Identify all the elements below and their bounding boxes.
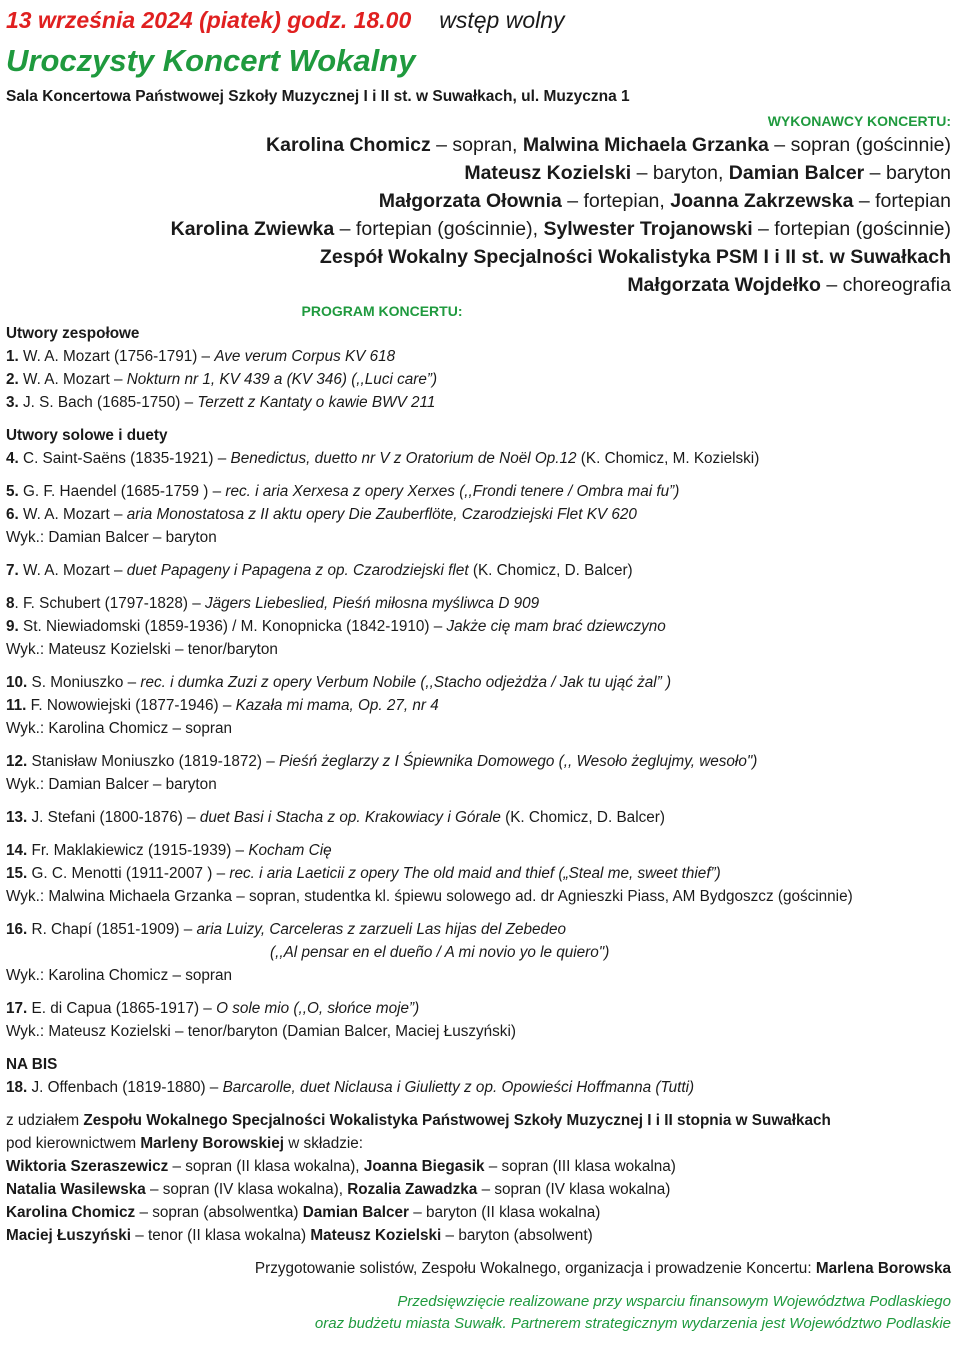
performer-line [6, 245, 951, 269]
ensemble-line [6, 1134, 951, 1154]
bold-text: Wiktoria Szeraszewicz [6, 1158, 169, 1175]
ensemble-line [6, 1180, 951, 1200]
program-line [6, 920, 951, 940]
bold-text: 15. [6, 865, 28, 882]
italic-text: Kocham Cię [248, 842, 332, 859]
program-line [6, 752, 951, 772]
text-run: – tenor (II klasa wokalna) [130, 1227, 311, 1244]
bold-text: 5. [6, 483, 19, 500]
bold-text: 10. [6, 674, 28, 691]
text-run: – sopran (gościnnie) [768, 134, 951, 156]
bold-text: 8 [6, 595, 15, 612]
text-run: Wyk.: Karolina Chomicz – sopran [6, 720, 233, 737]
text-run: Fr. Maklakiewicz (1915-1939) – [27, 842, 249, 859]
ensemble-line [6, 1226, 951, 1246]
ensemble-line [6, 1157, 951, 1177]
program-line [6, 841, 951, 861]
text-run: Wyk.: Malwina Michaela Grzanka – sopran, studentka kl. śpiewu solowego ad. dr Agnieszki Piass, AM Bydgoszcz (gościnnie) [6, 888, 853, 905]
bold-text: 11. [6, 697, 27, 714]
bold-text: Karolina Zwiewka [170, 218, 335, 240]
bold-text: Mateusz Kozielski [464, 162, 632, 184]
venue: Sala Koncertowa Państwowej Szkoły Muzycznej I i II st. w Suwałkach, ul. Muzyczna 1 [6, 88, 630, 105]
bold-text: Małgorzata Ołownia [378, 190, 562, 212]
text-run: pod kierownictwem [6, 1135, 141, 1152]
italic-text: Jägers Liebeslied, Pieśń miłosna myśliwca D 909 [205, 595, 540, 612]
italic-text: Benedictus, duetto nr V z Oratorium de Noël Op.12 [230, 450, 577, 467]
bold-text: Maciej Łuszyński [6, 1227, 131, 1244]
bold-text: 18. [6, 1079, 28, 1096]
text-run: – sopran (absolwentka) [135, 1204, 303, 1221]
bold-text: 17. [6, 1000, 28, 1017]
italic-text: duet Basi i Stacha z op. Krakowiacy i Górale [199, 809, 501, 826]
text-run: w składzie: [284, 1135, 364, 1152]
text-run: Wyk.: Damian Balcer – baryton [6, 529, 217, 546]
performer-line [6, 133, 951, 157]
bold-text: 2. [6, 371, 19, 388]
bold-text: 14. [6, 842, 28, 859]
text-run: . F. Schubert (1797-1828) – [14, 595, 205, 612]
performer-line [6, 161, 951, 185]
bold-text: Rozalia Zawadzka [347, 1181, 478, 1198]
bold-text: Marlena Borowska [815, 1260, 951, 1277]
program-line [6, 673, 951, 693]
bold-text: 6. [6, 506, 19, 523]
program-line [6, 1078, 951, 1098]
text-run: (K. Chomicz, D. Balcer) [468, 562, 633, 579]
bold-text: Joanna Zakrzewska [670, 190, 854, 212]
italic-text: Barcarolle, duet Niclausa i Giulietty z op. Opowieści Hoffmanna (Tutti) [222, 1079, 695, 1096]
text-run: C. Saint-Saëns (1835-1921) – [18, 450, 231, 467]
bold-text: Karolina Chomicz [266, 134, 431, 156]
text-run: Stanisław Moniuszko (1819-1872) – [27, 753, 279, 770]
text-run: – sopran (IV klasa wokalna), [145, 1181, 348, 1198]
bold-text: Damian Balcer [302, 1204, 409, 1221]
program-line [6, 640, 951, 660]
text-run: G. F. Haendel (1685-1759 ) – [18, 483, 226, 500]
text-run: J. Stefani (1800-1876) – [27, 809, 200, 826]
text-run: – fortepian [853, 190, 951, 212]
text-run: (K. Chomicz, D. Balcer) [500, 809, 665, 826]
italic-text: aria Luizy, Carceleras z zarzueli Las hijas del Zebedeo [196, 921, 567, 938]
program-line [6, 482, 951, 502]
program-line [6, 617, 951, 637]
text-run: – choreografia [820, 274, 951, 296]
italic-text: O sole mio (,,O, słońce moje”) [216, 1000, 420, 1017]
program-line [6, 528, 951, 548]
text-run: z udziałem [6, 1112, 84, 1129]
text-run: W. A. Mozart (1756-1791) – [18, 348, 215, 365]
text-run: Wyk.: Damian Balcer – baryton [6, 776, 217, 793]
bold-text: 12. [6, 753, 28, 770]
program-line [6, 426, 951, 446]
program-line [6, 887, 951, 907]
italic-text: rec. i dumka Zuzi z opery Verbum Nobile (,,Stacho odjeżdża / Jak tu ująć żal” ) [140, 674, 672, 691]
performer-line [6, 189, 951, 213]
bold-text: NA BIS [6, 1056, 58, 1073]
program-line [270, 943, 951, 963]
bold-text: Zespołu Wokalnego Specjalności Wokalistyka Państwowej Szkoły Muzycznej I i II stopnia w Suwałkach [83, 1112, 831, 1129]
bold-text: Małgorzata Wojdełko [627, 274, 821, 296]
bold-text: Utwory zespołowe [6, 325, 140, 342]
program-line [6, 505, 951, 525]
bold-text: Joanna Biegasik [363, 1158, 485, 1175]
date-line [6, 6, 951, 34]
italic-text: rec. i aria Laeticii z opery The old maid and thief („Steal me, sweet thief”) [229, 865, 721, 882]
program-line [6, 808, 951, 828]
bold-text: 4. [6, 450, 19, 467]
program-line [6, 324, 951, 344]
bold-text: 3. [6, 394, 19, 411]
text-run: – sopran (IV klasa wokalna) [477, 1181, 671, 1198]
italic-text: Ave verum Corpus KV 618 [214, 348, 396, 365]
program-line [6, 999, 951, 1019]
concert-title: Uroczysty Koncert Wokalny [6, 43, 416, 78]
program-line [6, 1022, 951, 1042]
bold-text: Damian Balcer [728, 162, 865, 184]
text-run: – baryton (II klasa wokalna) [409, 1204, 601, 1221]
program-line [6, 696, 951, 716]
bold-text: Karolina Chomicz [6, 1204, 136, 1221]
program-heading: PROGRAM KONCERTU: [301, 303, 463, 319]
text-run: Przygotowanie solistów, Zespołu Wokalnego, organizacja i prowadzenie Koncertu: [254, 1260, 816, 1277]
text-run: – baryton [864, 162, 951, 184]
bold-text: Utwory solowe i duety [6, 427, 168, 444]
italic-text: Kazała mi mama, Op. 27, nr 4 [235, 697, 439, 714]
concert-date: 13 września 2024 (piatek) godz. 18.00 [6, 7, 412, 33]
text-run: W. A. Mozart – [18, 506, 127, 523]
text-run: R. Chapí (1851-1909) – [27, 921, 197, 938]
italic-text: aria Monostatosa z II aktu opery Die Zauberflöte, Czarodziejski Flet KV 620 [126, 506, 637, 523]
text-run: – baryton, [631, 162, 729, 184]
text-run: G. C. Menotti (1911-2007 ) – [27, 865, 230, 882]
text-run: J. Offenbach (1819-1880) – [27, 1079, 223, 1096]
program-line [6, 449, 951, 469]
italic-text: (,,Al pensar en el dueño / A mi novio yo le quiero") [270, 944, 610, 961]
program-line [6, 594, 951, 614]
bold-text: 16. [6, 921, 28, 938]
bold-text: 9. [6, 618, 19, 635]
italic-text: Nokturn nr 1, KV 439 a (KV 346) (,,Luci care”) [126, 371, 438, 388]
italic-text: rec. i aria Xerxesa z opery Xerxes (,,Frondi tenere / Ombra mai fu”) [225, 483, 680, 500]
performer-line [6, 273, 951, 297]
bold-text: Marleny Borowskiej [140, 1135, 284, 1152]
text-run: – fortepian (gościnnie), [334, 218, 544, 240]
bold-text: Sylwester Trojanowski [543, 218, 753, 240]
bold-text: 13. [6, 809, 28, 826]
program-line [6, 966, 951, 986]
text-run: – sopran (III klasa wokalna) [484, 1158, 676, 1175]
italic-text: Pieśń żeglarzy z I Śpiewnika Domowego (,, Wesoło żeglujmy, wesoło") [278, 753, 758, 770]
program-line [6, 370, 951, 390]
free-entry: wstęp wolny [439, 7, 565, 33]
bold-text: Malwina Michaela Grzanka [522, 134, 769, 156]
text-run: Wyk.: Mateusz Kozielski – tenor/baryton [6, 641, 278, 658]
funding-line-1: Przedsięwzięcie realizowane przy wsparciu finansowym Województwa Podlaskiego [397, 1293, 951, 1310]
bold-text: Mateusz Kozielski [310, 1227, 442, 1244]
italic-text: Jakże cię mam brać dziewczyno [446, 618, 666, 635]
text-run: J. S. Bach (1685-1750) – [18, 394, 198, 411]
ensemble-line [6, 1203, 951, 1223]
bold-text: Zespół Wokalny Specjalności Wokalistyka PSM I i II st. w Suwałkach [319, 246, 951, 268]
text-run: Wyk.: Mateusz Kozielski – tenor/baryton (Damian Balcer, Maciej Łuszyński) [6, 1023, 516, 1040]
text-run: (K. Chomicz, M. Kozielski) [576, 450, 760, 467]
text-run: F. Nowowiejski (1877-1946) – [26, 697, 236, 714]
text-run: St. Niewiadomski (1859-1936) / M. Konopnicka (1842-1910) – [18, 618, 447, 635]
program-line [6, 1055, 951, 1075]
text-run: – sopran (II klasa wokalna), [168, 1158, 364, 1175]
bold-text: 1. [6, 348, 19, 365]
bold-text: 7. [6, 562, 19, 579]
program-line [6, 775, 951, 795]
credits-line [6, 1259, 951, 1279]
text-run: S. Moniuszko – [27, 674, 141, 691]
program-line [6, 347, 951, 367]
text-run: – baryton (absolwent) [441, 1227, 593, 1244]
program-line [6, 719, 951, 739]
performer-line [6, 217, 951, 241]
text-run: W. A. Mozart – [18, 562, 127, 579]
text-run: Wyk.: Karolina Chomicz – sopran [6, 967, 233, 984]
text-run: – fortepian, [561, 190, 671, 212]
program-line [6, 561, 951, 581]
italic-text: Terzett z Kantaty o kawie BWV 211 [197, 394, 436, 411]
funding-line-2: oraz budżetu miasta Suwałk. Partnerem strategicznym wydarzenia jest Województwo Podlaskie [314, 1315, 951, 1332]
text-run: W. A. Mozart – [18, 371, 127, 388]
italic-text: duet Papageny i Papagena z op. Czarodziejski flet [126, 562, 469, 579]
program-line [6, 393, 951, 413]
text-run: E. di Capua (1865-1917) – [27, 1000, 217, 1017]
ensemble-line [6, 1111, 951, 1131]
program-line [6, 864, 951, 884]
text-run: – sopran, [430, 134, 523, 156]
bold-text: Natalia Wasilewska [6, 1181, 146, 1198]
text-run: – fortepian (gościnnie) [752, 218, 951, 240]
performers-heading: WYKONAWCY KONCERTU: [767, 113, 951, 129]
